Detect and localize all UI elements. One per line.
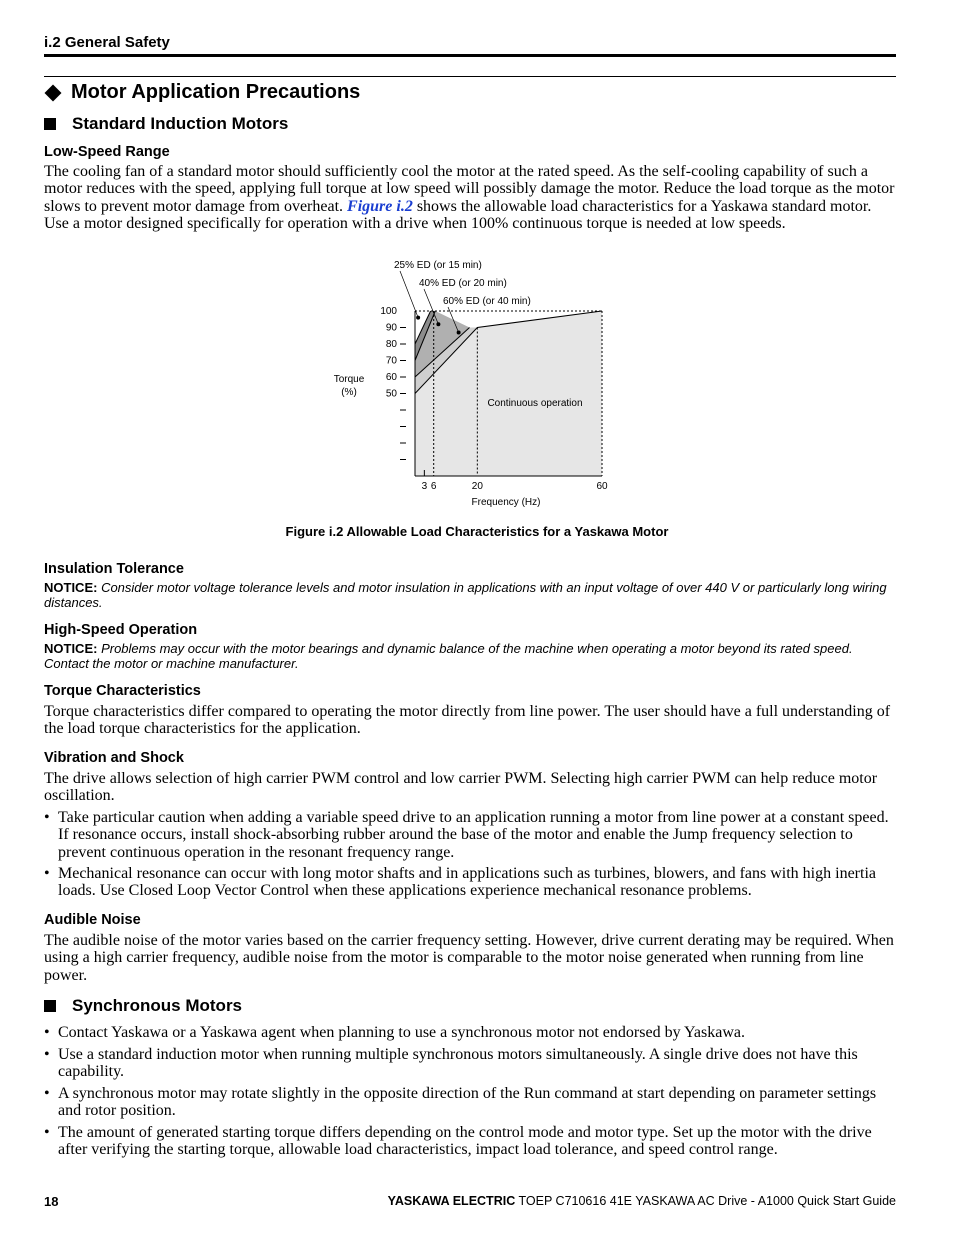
x-tick-label: 3 [421, 481, 428, 492]
y-tick-label: 50 [385, 388, 397, 400]
y-tick-label: 100 [380, 306, 397, 317]
section-rule [44, 76, 896, 77]
y-tick-label: 90 [385, 322, 397, 334]
ed40-marker [436, 322, 440, 326]
y-tick-label: 80 [385, 339, 397, 350]
x-tick-label: 20 [471, 481, 483, 492]
notice-label: NOTICE: [44, 580, 98, 595]
bullet-dot: • [44, 1024, 50, 1041]
y-tick-label: 60 [385, 372, 397, 383]
subsection-title: Standard Induction Motors [72, 114, 289, 133]
notice-label: NOTICE: [44, 641, 98, 656]
list-item-text: The amount of generated starting torque differs depending on the control mode and motor type. Set up the motor with the drive after verifying the starting torque, allowable load characteristics, impact load tolerance, and speed control range. [58, 1124, 872, 1159]
high-speed-notice [44, 642, 897, 672]
subsection-heading-induction [44, 114, 288, 134]
subsection-title: Synchronous Motors [72, 996, 243, 1015]
y-axis-label-line1: Torque [333, 374, 365, 385]
x-tick-label: 60 [596, 481, 608, 492]
bullet-dot: • [44, 865, 50, 882]
torque-heading: Torque Characteristics [44, 683, 201, 699]
audible-paragraph: The audible noise of the motor varies based on the carrier frequency setting. However, drive current derating may be required. When using a high carrier frequency, audible noise from the motor is comparable to the motor noise generated when running from line power. [44, 932, 894, 984]
footer-doc-title: TOEP C710616 41E YASKAWA AC Drive - A1000 Quick Start Guide [515, 1194, 896, 1208]
load-characteristics-chart [320, 255, 640, 515]
square-bullet-icon [44, 118, 56, 130]
y-axis-label-line2: (%) [341, 387, 357, 398]
list-item [44, 865, 897, 900]
x-tick-label: 6 [430, 481, 437, 492]
footer-brand: YASKAWA ELECTRIC [387, 1194, 516, 1208]
footer-document-info [388, 1194, 896, 1208]
insulation-notice [44, 581, 897, 611]
figure-caption: Figure i.2 Allowable Load Characteristics for a Yaskawa Motor [285, 524, 669, 539]
audible-heading: Audible Noise [44, 912, 141, 928]
list-item [44, 1024, 897, 1041]
y-tick-label: 70 [385, 355, 397, 367]
x-axis-label: Frequency (Hz) [471, 497, 541, 508]
insulation-heading: Insulation Tolerance [44, 561, 184, 577]
square-bullet-icon [44, 1000, 56, 1012]
low-speed-text-2: shows the allowable load characteristics for a Yaskawa standard motor. Use a motor designed specifically for operation with a drive when 100% continuous torque is needed at low speeds. [44, 197, 872, 233]
bullet-dot: • [44, 1085, 50, 1102]
running-header: i.2 General Safety [44, 34, 170, 51]
bullet-dot: • [44, 1124, 50, 1141]
low-speed-paragraph [44, 163, 897, 233]
list-item-text: A synchronous motor may rotate slightly in the opposite direction of the Run command at start depending on parameter settings and rotor position. [58, 1085, 877, 1120]
insulation-notice-text: Consider motor voltage tolerance levels and motor insulation in applications with an input voltage of over 440 V or particularly long wiring distances. [44, 580, 887, 610]
low-speed-heading: Low-Speed Range [44, 144, 170, 160]
vibration-heading: Vibration and Shock [44, 750, 184, 766]
high-speed-heading: High-Speed Operation [44, 622, 198, 638]
ed25-leader-line [400, 271, 418, 318]
list-item [44, 1124, 897, 1159]
list-item [44, 1085, 897, 1120]
list-item-text: Mechanical resonance can occur with long motor shafts and in applications such as turbines, blowers, and fans with high inertia loads. Use Closed Loop Vector Control when these applications experience mechanical resonance problems. [58, 865, 876, 900]
page-number: 18 [44, 1194, 59, 1209]
ed25-marker [416, 316, 420, 320]
ed60-label: 60% ED (or 40 min) [443, 296, 531, 307]
section-heading [44, 81, 360, 104]
torque-paragraph: Torque characteristics differ compared to operating the motor directly from line power. The user should have a full understanding of the load torque characteristics for the application. [44, 703, 891, 738]
section-title: Motor Application Precautions [71, 81, 361, 103]
vibration-paragraph: The drive allows selection of high carrier PWM control and low carrier PWM. Selecting high carrier PWM can help reduce motor oscillation. [44, 770, 878, 805]
list-item [44, 809, 897, 861]
list-item-text: Use a standard induction motor when running multiple synchronous motors simultaneously. A single drive does not have this capability. [58, 1046, 858, 1081]
subsection-heading-synchronous [44, 996, 242, 1016]
bullet-dot: • [44, 809, 50, 826]
bullet-dot: • [44, 1046, 50, 1063]
ed25-label: 25% ED (or 15 min) [394, 260, 482, 271]
list-item [44, 1046, 897, 1081]
low-speed-text-1: The cooling fan of a standard motor should sufficiently cool the motor at the rated speed. As the self-cooling capability of such a motor reduces with the speed, applying full torque at low speed will possibly damage the motor. Reduce the load torque as the motor slows to prevent motor damage from overheat. [44, 163, 895, 215]
ed40-label: 40% ED (or 20 min) [419, 278, 507, 289]
y-tick-group [380, 306, 406, 460]
list-item-text: Contact Yaskawa or a Yaskawa agent when planning to use a synchronous motor not endorsed by Yaskawa. [58, 1024, 746, 1041]
diamond-icon [45, 84, 62, 101]
list-item-text: Take particular caution when adding a variable speed drive to an application running a motor from line power at a constant speed. If resonance occurs, install shock-absorbing rubber around the base of the motor and enable the Jump frequency selection to prevent continuous operation in the resonant frequency range. [58, 809, 889, 861]
continuous-operation-label: Continuous operation [487, 398, 583, 409]
figure-link[interactable]: Figure i.2 [347, 197, 413, 215]
high-speed-notice-text: Problems may occur with the motor bearings and dynamic balance of the machine when operating a motor beyond its rated speed. Contact the motor or machine manufacturer. [44, 641, 853, 671]
header-rule [44, 54, 896, 57]
ed60-marker [457, 330, 461, 334]
